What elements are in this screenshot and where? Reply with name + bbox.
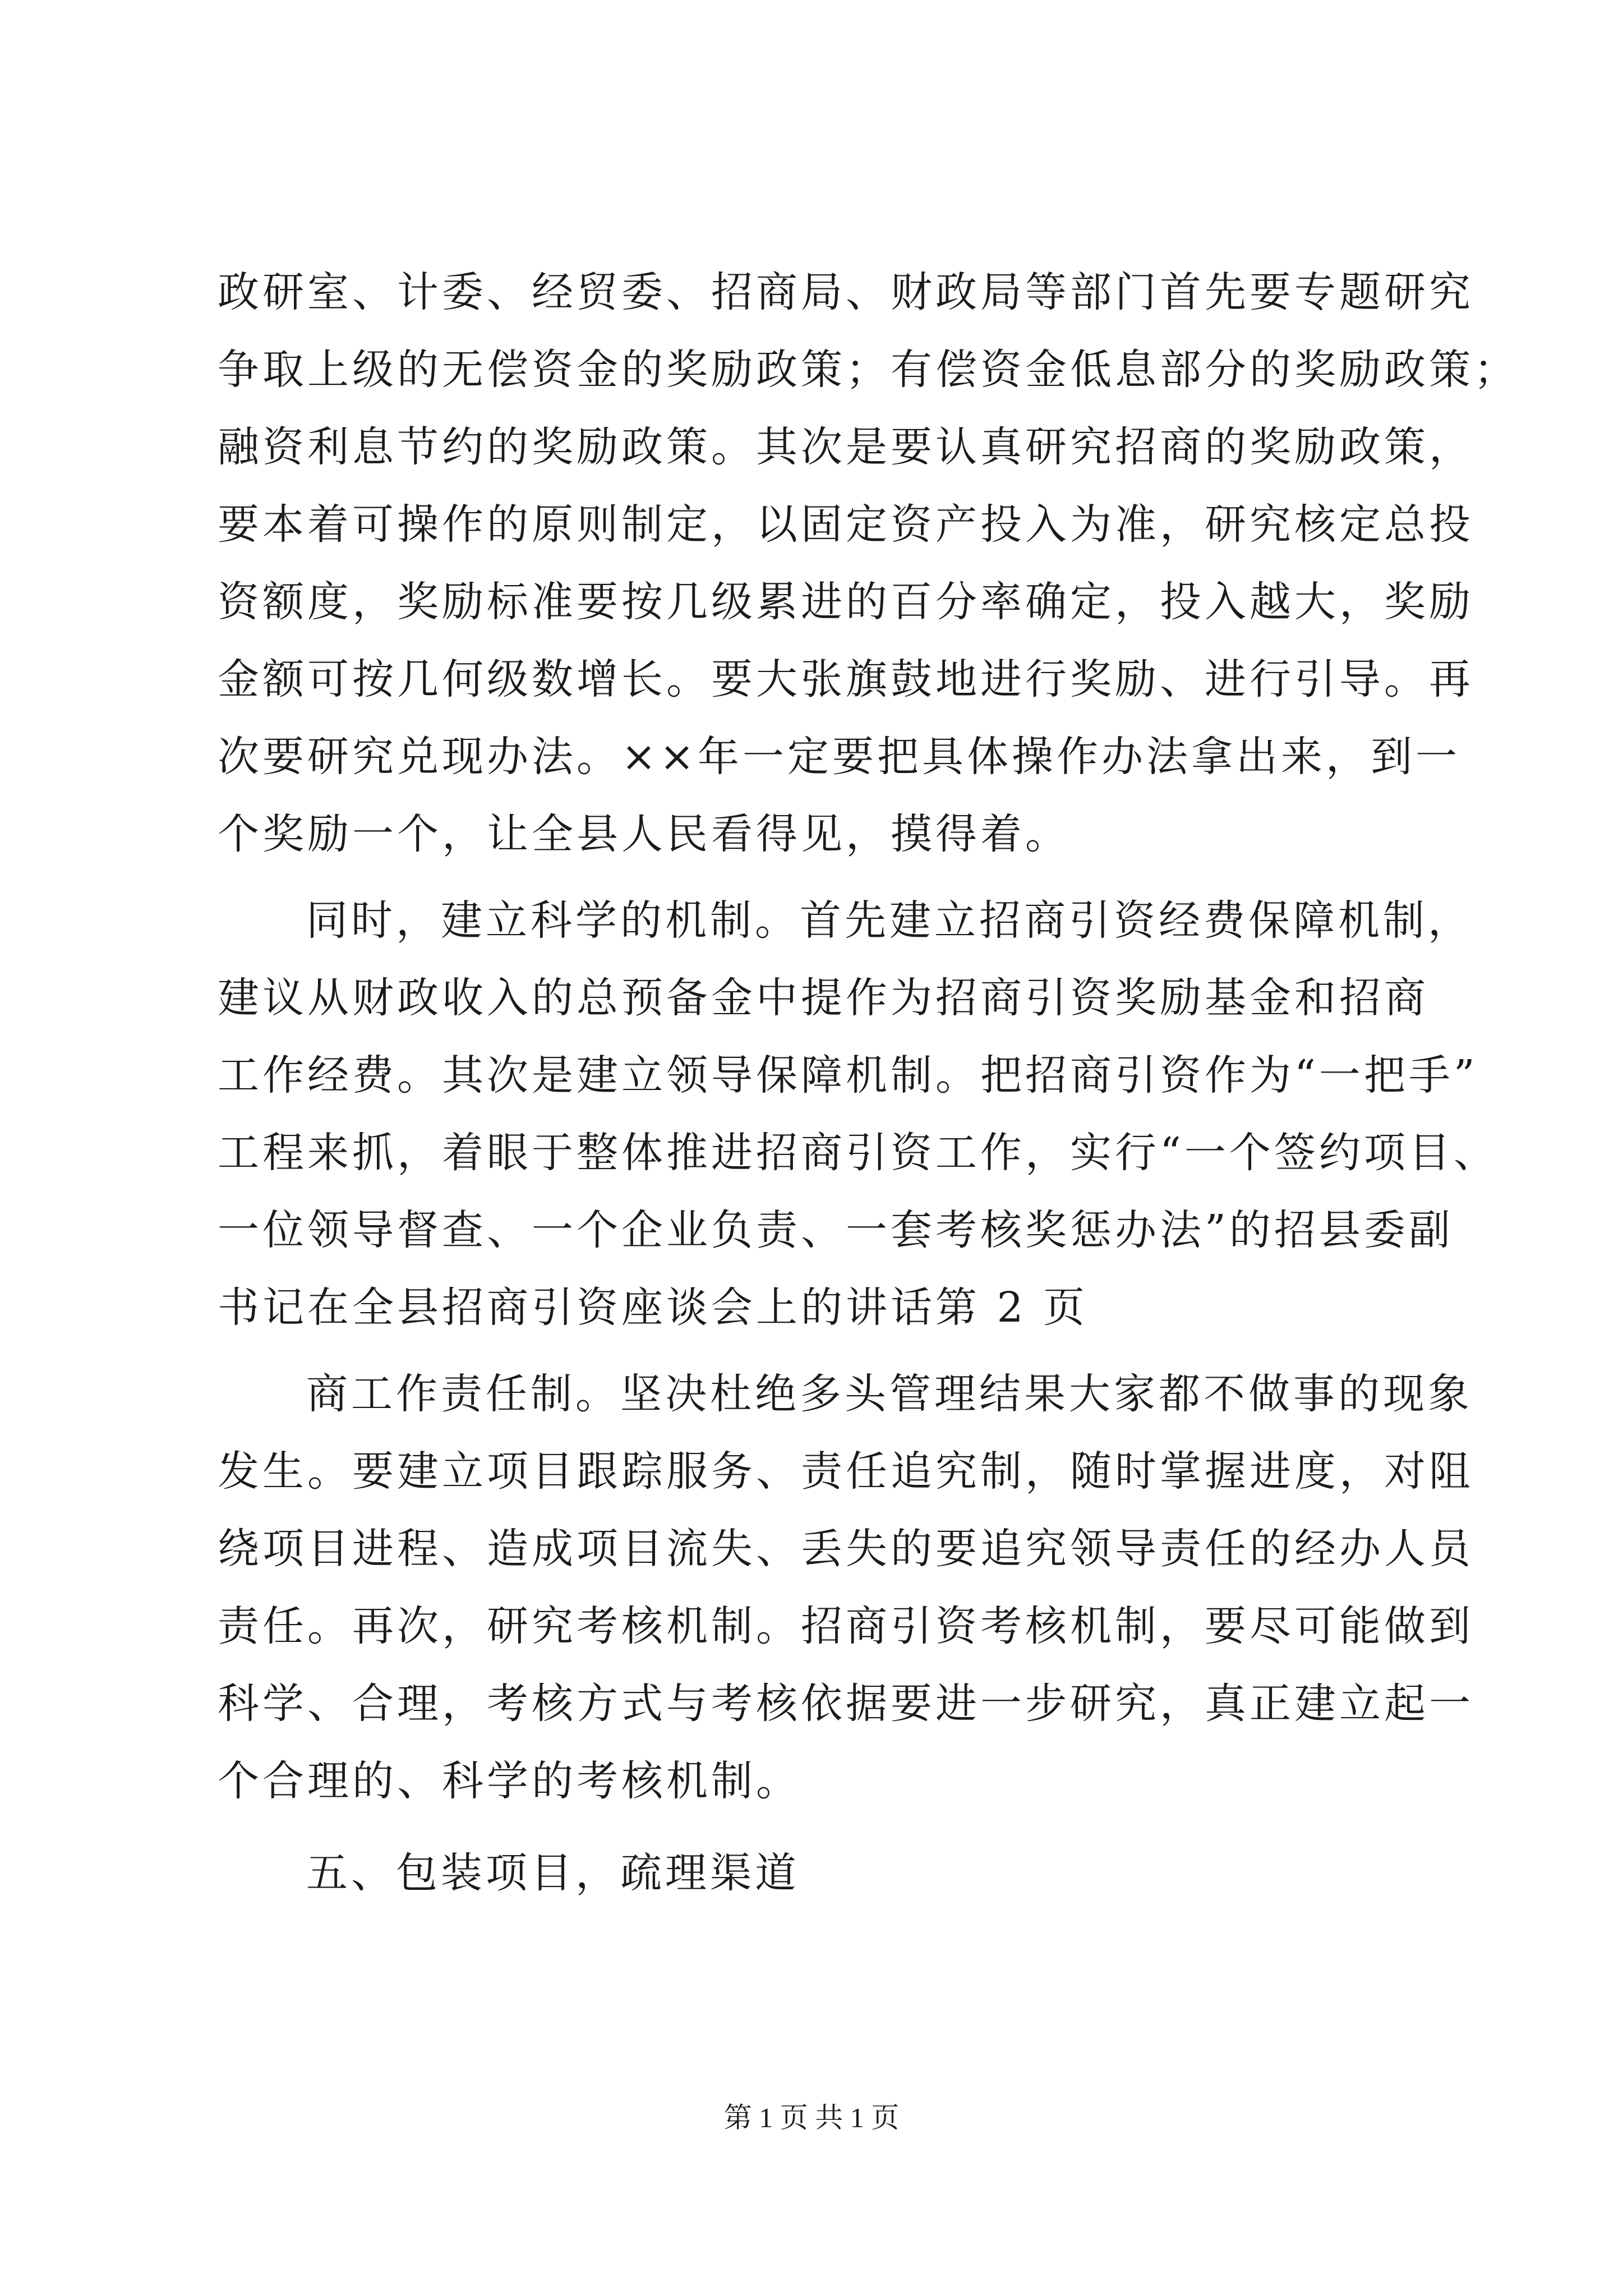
text-line: 次要研究兑现办法。××年一定要把具体操作办法拿出来，到一 xyxy=(218,733,1461,781)
text-line: 一位领导督查、一个企业负责、一套考核奖惩办法”的招县委副 xyxy=(218,1206,1454,1254)
text-line: 发生。要建立项目跟踪服务、责任追究制，随时掌握进度，对阻 xyxy=(218,1447,1474,1496)
text-line: 工程来抓，着眼于整体推进招商引资工作，实行“一个签约项目、 xyxy=(218,1129,1498,1177)
section-heading xyxy=(218,1834,1440,1912)
text-line: 同时，建立科学的机制。首先建立招商引资经费保障机制， xyxy=(306,896,1473,945)
text-line: 科学、合理，考核方式与考核依据要进一步研究，真正建立起一 xyxy=(218,1680,1474,1728)
text-line: 要本着可操作的原则制定，以固定资产投入为准，研究核定总投 xyxy=(218,500,1474,549)
text-line: 书记在全县招商引资座谈会上的讲话第 2 页 xyxy=(218,1283,1089,1332)
page-indicator: 第 1 页 共 1 页 xyxy=(723,2102,900,2133)
text-line: 绕项目进程、造成项目流失、丢失的要追究领导责任的经办人员 xyxy=(218,1525,1474,1573)
paragraph-2 xyxy=(218,882,1498,1346)
text-line: 工作经费。其次是建立领导保障机制。把招商引资作为“一把手” xyxy=(218,1051,1478,1099)
page-footer xyxy=(0,2098,1623,2137)
text-line: 争取上级的无偿资金的奖励政策；有偿资金低息部分的奖励政策； xyxy=(218,346,1519,394)
text-line: 资额度，奖励标准要按几级累进的百分率确定，投入越大，奖励 xyxy=(218,578,1474,626)
text-line: 政研室、计委、经贸委、招商局、财政局等部门首先要专题研究 xyxy=(218,268,1474,316)
paragraph-3 xyxy=(218,1355,1474,1820)
heading-text: 五、包装项目，疏理渠道 xyxy=(306,1849,800,1897)
text-line: 商工作责任制。坚决杜绝多头管理结果大家都不做事的现象 xyxy=(306,1370,1473,1418)
paragraph-1 xyxy=(218,254,1519,873)
text-line: 融资利息节约的奖励政策。其次是要认真研究招商的奖励政策， xyxy=(218,423,1474,471)
text-line: 个合理的、科学的考核机制。 xyxy=(218,1757,801,1805)
text-line: 个奖励一个，让全县人民看得见，摸得着。 xyxy=(218,810,1070,858)
document-body xyxy=(218,254,1519,1912)
text-line: 建议从财政收入的总预备金中提作为招商引资奖励基金和招商 xyxy=(218,974,1429,1022)
text-line: 责任。再次，研究考核机制。招商引资考核机制，要尽可能做到 xyxy=(218,1602,1474,1650)
text-line: 金额可按几何级数增长。要大张旗鼓地进行奖励、进行引导。再 xyxy=(218,655,1474,703)
